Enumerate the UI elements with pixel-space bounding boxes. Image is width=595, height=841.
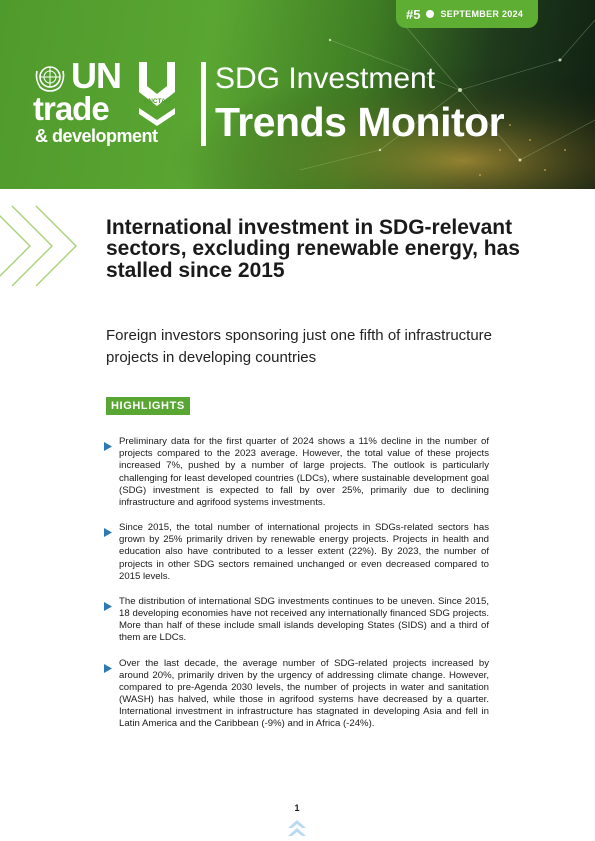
chevron-right-icon	[0, 204, 90, 288]
highlights-list	[104, 436, 489, 744]
list-item	[104, 436, 489, 509]
triangle-right-icon	[104, 436, 119, 509]
triangle-right-icon	[104, 658, 119, 731]
highlights-label: HIGHLIGHTS	[106, 397, 190, 415]
highlight-text: Over the last decade, the average number of SDG-related projects increased by around 20%, primarily driven by the urgency of addressing climate change. However, compared to pre-Agenda 2030 levels, the number of projects in water and sanitation (WASH) has halved, while those in agrifood systems have decreased by a quarter. International investment in infrastructure has stagnated in developing Asia and fell in Latin America and the Caribbean (-9%) and in Africa (-24%).	[119, 657, 489, 730]
issue-tab	[396, 0, 538, 28]
issue-date: SEPTEMBER 2024	[440, 9, 524, 19]
highlight-text: Preliminary data for the first quarter of 2024 shows a 11% decline in the number of projects compared to the 2023 average. However, the total value of these projects increased 7%, pushed by a number of large projects. The outlook is particularly challenging for least developed countries (LDCs), where sustainable development goal (SDG) investment is expected to fall by over 25%, primarily due to declining infrastructure and agrifood systems investments.	[119, 436, 489, 508]
title-divider	[201, 62, 206, 146]
brand-unctad: UNCTAD	[143, 98, 171, 105]
brand-development: & development	[35, 126, 158, 146]
page-subheadline: Foreign investors sponsoring just one fifth of infrastructure projects in developing countries	[106, 327, 493, 367]
up-arrow-icon[interactable]	[286, 818, 308, 840]
publication-title-line2: Trends Monitor	[215, 99, 505, 145]
un-emblem-icon	[33, 63, 67, 93]
unctad-logo-icon	[137, 62, 177, 126]
un-trade-development-logo	[33, 55, 178, 152]
triangle-right-icon	[104, 522, 119, 583]
dot-icon	[426, 10, 434, 18]
triangle-right-icon	[104, 596, 119, 645]
highlight-text: Since 2015, the total number of international projects in SDGs-related sectors has grown by 25% primarily driven by renewable energy projects. Projects in health and education also have contributed to a lesser extent (22%). By 2023, the number of projects in other SDG sectors remained unchanged or even decreased compared to 2015 levels.	[119, 522, 489, 582]
brand-un: UN	[71, 55, 121, 96]
page-number: 1	[294, 803, 300, 813]
list-item	[104, 522, 489, 583]
list-item	[104, 596, 489, 645]
header-banner	[0, 0, 595, 189]
publication-title-line1: SDG Investment	[215, 62, 436, 95]
brand-trade: trade	[33, 90, 109, 127]
list-item	[104, 658, 489, 731]
page-headline: International investment in SDG-relevant sectors, excluding renewable energy, has stalled since 2015	[106, 216, 520, 282]
highlight-text: The distribution of international SDG investments continues to be uneven. Since 2015, 18 developing economies have not received any internationally financed SDG projects. More than half of these include small islands developing States (SIDS) and a third of them are LDCs.	[119, 595, 489, 644]
issue-number: #5	[406, 6, 421, 22]
